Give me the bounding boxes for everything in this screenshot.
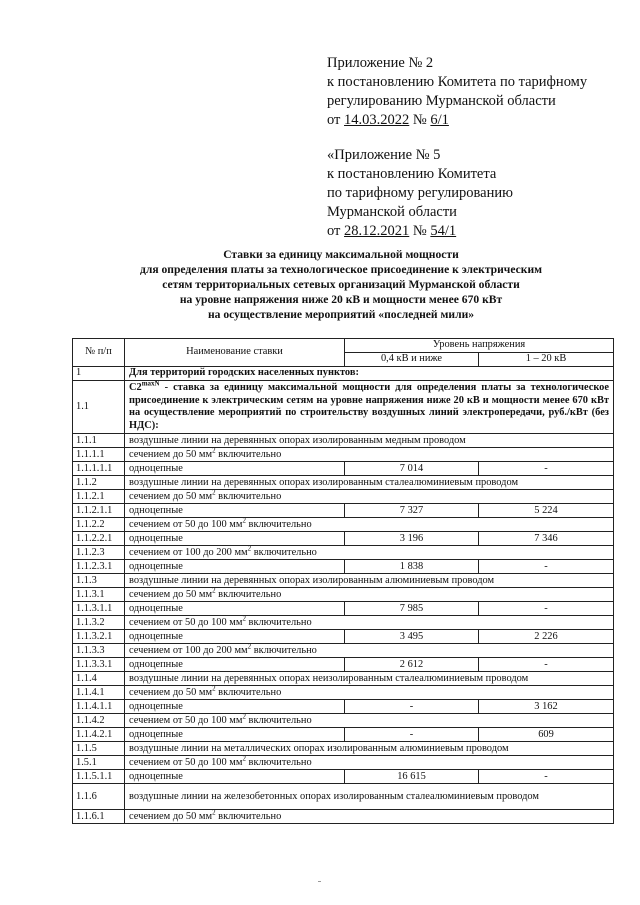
row-num: 1.1.1.1 — [73, 448, 125, 462]
header-name: Наименование ставки — [125, 339, 345, 367]
row-unit-superscript: 2 — [247, 643, 252, 651]
row-text-tail: включительно — [215, 490, 282, 502]
row-description — [125, 518, 614, 532]
row-num: 1.1.2.1.1 — [73, 504, 125, 518]
row-text: воздушные линии на деревянных опорах изолированным сталеалюминиевым проводом — [129, 476, 519, 488]
row-num: 1.1.4.1 — [73, 686, 125, 700]
row-num: 1.1.3.3 — [73, 644, 125, 658]
table-row — [73, 756, 614, 770]
title-line1: Ставки за единицу максимальной мощности — [223, 248, 459, 261]
row-description — [125, 588, 614, 602]
row-text: воздушные линии на деревянных опорах изолированным медным проводом — [129, 434, 466, 446]
row-label: одноцепные — [125, 504, 345, 518]
table-row — [73, 630, 614, 644]
row-text: воздушные линии на деревянных опорах неизолированным сталеалюминиевым проводом — [129, 672, 529, 684]
row-text: воздушные линии на железобетонных опорах изолированным сталеалюминиевым проводом — [129, 790, 539, 802]
appendix-5-prefix: от — [327, 223, 341, 239]
rates-table-body — [73, 339, 614, 824]
rate-low-voltage: - — [345, 700, 479, 714]
c2-superscript: maxN — [141, 380, 160, 388]
row-num: 1.1.4.2.1 — [73, 728, 125, 742]
section-name: Для территорий городских населенных пунктов: — [125, 367, 614, 381]
row-num: 1.1.3.1.1 — [73, 602, 125, 616]
c2-num: 1.1 — [73, 381, 125, 434]
document-title — [70, 247, 612, 322]
rates-table — [72, 338, 614, 824]
rate-high-voltage: - — [479, 602, 614, 616]
scan-speck — [318, 881, 321, 882]
row-text-tail: включительно — [215, 686, 282, 698]
appendix-5-number: 54/1 — [430, 223, 457, 239]
row-description — [125, 574, 614, 588]
row-unit-superscript: 2 — [242, 517, 246, 525]
row-unit-superscript: 2 — [212, 489, 216, 497]
appendix-2-number: 6/1 — [430, 112, 449, 128]
appendix-2-block — [327, 54, 587, 130]
appendix-2-num-sign: № — [412, 112, 427, 128]
row-description — [125, 476, 614, 490]
row-num: 1.1.1.1.1 — [73, 462, 125, 476]
table-row — [73, 504, 614, 518]
row-description — [125, 784, 614, 810]
appendix-2-line2: к постановлению Комитета по тарифному — [327, 74, 588, 90]
row-description — [125, 434, 614, 448]
row-label: одноцепные — [125, 700, 345, 714]
row-description — [125, 546, 614, 560]
rate-low-voltage: 3 495 — [345, 630, 479, 644]
row-unit-superscript: 2 — [247, 545, 252, 553]
appendix-5-line4: Мурманской области — [327, 204, 457, 220]
row-text-tail: включительно — [245, 518, 312, 530]
table-row — [73, 728, 614, 742]
appendix-5-line2: к постановлению Комитета — [327, 166, 497, 182]
row-num: 1.1.4.1.1 — [73, 700, 125, 714]
rate-low-voltage: 7 327 — [345, 504, 479, 518]
appendix-5-date: 28.12.2021 — [344, 223, 410, 239]
row-description — [125, 448, 614, 462]
row-label: одноцепные — [125, 462, 345, 476]
header-low-voltage: 0,4 кВ и ниже — [345, 353, 479, 367]
row-label: одноцепные — [125, 630, 345, 644]
row-description — [125, 490, 614, 504]
appendix-2-date: 14.03.2022 — [344, 112, 410, 128]
title-line4: на уровне напряжения ниже 20 кВ и мощности менее 670 кВт — [179, 293, 503, 306]
table-row — [73, 602, 614, 616]
appendix-2-prefix: от — [327, 112, 341, 128]
table-row — [73, 476, 614, 490]
row-text-tail: включительно — [215, 588, 282, 600]
table-row — [73, 770, 614, 784]
row-description — [125, 810, 614, 824]
rate-low-voltage: 3 196 — [345, 532, 479, 546]
c2-description — [125, 381, 614, 434]
table-row — [73, 434, 614, 448]
row-label: одноцепные — [125, 560, 345, 574]
row-num: 1.1.3.2.1 — [73, 630, 125, 644]
row-text: сечением от 100 до 200 мм — [129, 644, 248, 656]
rate-high-voltage: - — [479, 462, 614, 476]
row-unit-superscript: 2 — [242, 755, 246, 763]
row-text-tail: включительно — [251, 644, 317, 656]
header-row — [73, 339, 614, 353]
rate-low-voltage: 7 014 — [345, 462, 479, 476]
table-row — [73, 810, 614, 824]
row-text: сечением от 50 до 100 мм — [129, 756, 243, 768]
table-row — [73, 644, 614, 658]
row-text-tail: включительно — [245, 756, 312, 768]
row-num: 1.1.6 — [73, 784, 125, 810]
row-num: 1.1.1 — [73, 434, 125, 448]
row-label: одноцепные — [125, 602, 345, 616]
row-text-tail: включительно — [251, 546, 317, 558]
header-voltage: Уровень напряжения — [345, 339, 614, 353]
row-text: сечением от 50 до 100 мм — [129, 714, 243, 726]
table-row — [73, 448, 614, 462]
appendix-5-line3: по тарифному регулированию — [327, 185, 513, 201]
row-description — [125, 644, 614, 658]
rate-high-voltage: 2 226 — [479, 630, 614, 644]
rate-high-voltage: - — [479, 560, 614, 574]
rate-low-voltage: 2 612 — [345, 658, 479, 672]
table-row — [73, 518, 614, 532]
row-num: 1.1.3.2 — [73, 616, 125, 630]
row-num: 1.1.3.3.1 — [73, 658, 125, 672]
rate-low-voltage: 1 838 — [345, 560, 479, 574]
row-text: сечением до 50 мм — [129, 490, 213, 502]
row-description — [125, 686, 614, 700]
row-num: 1.1.2.1 — [73, 490, 125, 504]
section-row — [73, 367, 614, 381]
row-description — [125, 714, 614, 728]
row-unit-superscript: 2 — [242, 615, 246, 623]
table-row — [73, 700, 614, 714]
row-label: одноцепные — [125, 658, 345, 672]
row-text: воздушные линии на деревянных опорах изолированным алюминиевым проводом — [129, 574, 495, 586]
rate-high-voltage: 3 162 — [479, 700, 614, 714]
row-num: 1.1.2.3 — [73, 546, 125, 560]
row-unit-superscript: 2 — [242, 713, 246, 721]
row-num: 1.1.4 — [73, 672, 125, 686]
row-num: 1.1.6.1 — [73, 810, 125, 824]
rate-high-voltage: 7 346 — [479, 532, 614, 546]
row-num: 1.1.3 — [73, 574, 125, 588]
c2-text: - ставка за единицу максимальной мощности для определения платы за технологическое присоединение к электрическим сетям на уровне напряжения ниже 20 кВ и мощности менее 670 кВт на осуществление мероприятий по строительству воздушных линий электропередачи, руб./кВт (без НДС): — [129, 382, 609, 431]
title-line3: сетям территориальных сетевых организаций Мурманской области — [162, 278, 520, 291]
row-unit-superscript: 2 — [212, 587, 216, 595]
table-row — [73, 714, 614, 728]
table-row — [73, 658, 614, 672]
row-text: сечением до 50 мм — [129, 448, 213, 460]
row-text: сечением от 100 до 200 мм — [129, 546, 248, 558]
row-text: воздушные линии на металлических опорах изолированным алюминиевым проводом — [129, 742, 509, 754]
title-line5: на осуществление мероприятий «последней мили» — [207, 308, 475, 321]
appendix-5-num-sign: № — [412, 223, 427, 239]
row-text: сечением до 50 мм — [129, 686, 213, 698]
table-row — [73, 546, 614, 560]
table-row — [73, 616, 614, 630]
row-description — [125, 616, 614, 630]
row-text: сечением от 50 до 100 мм — [129, 518, 243, 530]
row-description — [125, 742, 614, 756]
row-unit-superscript: 2 — [212, 809, 216, 817]
row-text: сечением от 50 до 100 мм — [129, 616, 243, 628]
table-row — [73, 490, 614, 504]
rate-low-voltage: - — [345, 728, 479, 742]
c2-symbol: C2 — [129, 382, 142, 393]
row-label: одноцепные — [125, 770, 345, 784]
row-label: одноцепные — [125, 532, 345, 546]
title-line2: для определения платы за технологическое присоединение к электрическим — [139, 263, 543, 276]
row-text: сечением до 50 мм — [129, 810, 213, 822]
row-unit-superscript: 2 — [212, 447, 216, 455]
rate-high-voltage: 609 — [479, 728, 614, 742]
row-num: 1.1.3.1 — [73, 588, 125, 602]
rate-low-voltage: 16 615 — [345, 770, 479, 784]
row-text-tail: включительно — [215, 810, 282, 822]
row-text-tail: включительно — [245, 616, 312, 628]
header-num: № п/п — [73, 339, 125, 367]
row-num: 1.1.5 — [73, 742, 125, 756]
appendix-5-block — [327, 146, 513, 241]
header-high-voltage: 1 – 20 кВ — [479, 353, 614, 367]
row-num: 1.1.2 — [73, 476, 125, 490]
appendix-2-line3: регулированию Мурманской области — [327, 93, 556, 109]
row-text: сечением до 50 мм — [129, 588, 213, 600]
rate-high-voltage: - — [479, 658, 614, 672]
row-description — [125, 672, 614, 686]
table-row — [73, 560, 614, 574]
appendix-2-line1: Приложение № 2 — [327, 55, 434, 71]
rate-high-voltage: - — [479, 770, 614, 784]
row-text-tail: включительно — [245, 714, 312, 726]
table-row — [73, 574, 614, 588]
appendix-5-line1: «Приложение № 5 — [327, 147, 441, 163]
row-num: 1.1.2.2 — [73, 518, 125, 532]
rate-high-voltage: 5 224 — [479, 504, 614, 518]
rate-low-voltage: 7 985 — [345, 602, 479, 616]
row-unit-superscript: 2 — [212, 685, 216, 693]
table-row — [73, 672, 614, 686]
section-num: 1 — [73, 367, 125, 381]
row-num: 1.1.2.2.1 — [73, 532, 125, 546]
row-num: 1.1.5.1.1 — [73, 770, 125, 784]
table-row — [73, 462, 614, 476]
row-num: 1.1.2.3.1 — [73, 560, 125, 574]
row-num: 1.5.1 — [73, 756, 125, 770]
row-description — [125, 756, 614, 770]
row-num: 1.1.4.2 — [73, 714, 125, 728]
table-row — [73, 742, 614, 756]
row-label: одноцепные — [125, 728, 345, 742]
table-row — [73, 784, 614, 810]
row-text-tail: включительно — [215, 448, 282, 460]
table-row — [73, 686, 614, 700]
appendix-2-date-line — [327, 111, 587, 130]
table-row — [73, 588, 614, 602]
appendix-5-date-line — [327, 222, 513, 241]
table-row — [73, 532, 614, 546]
c2-row — [73, 381, 614, 434]
